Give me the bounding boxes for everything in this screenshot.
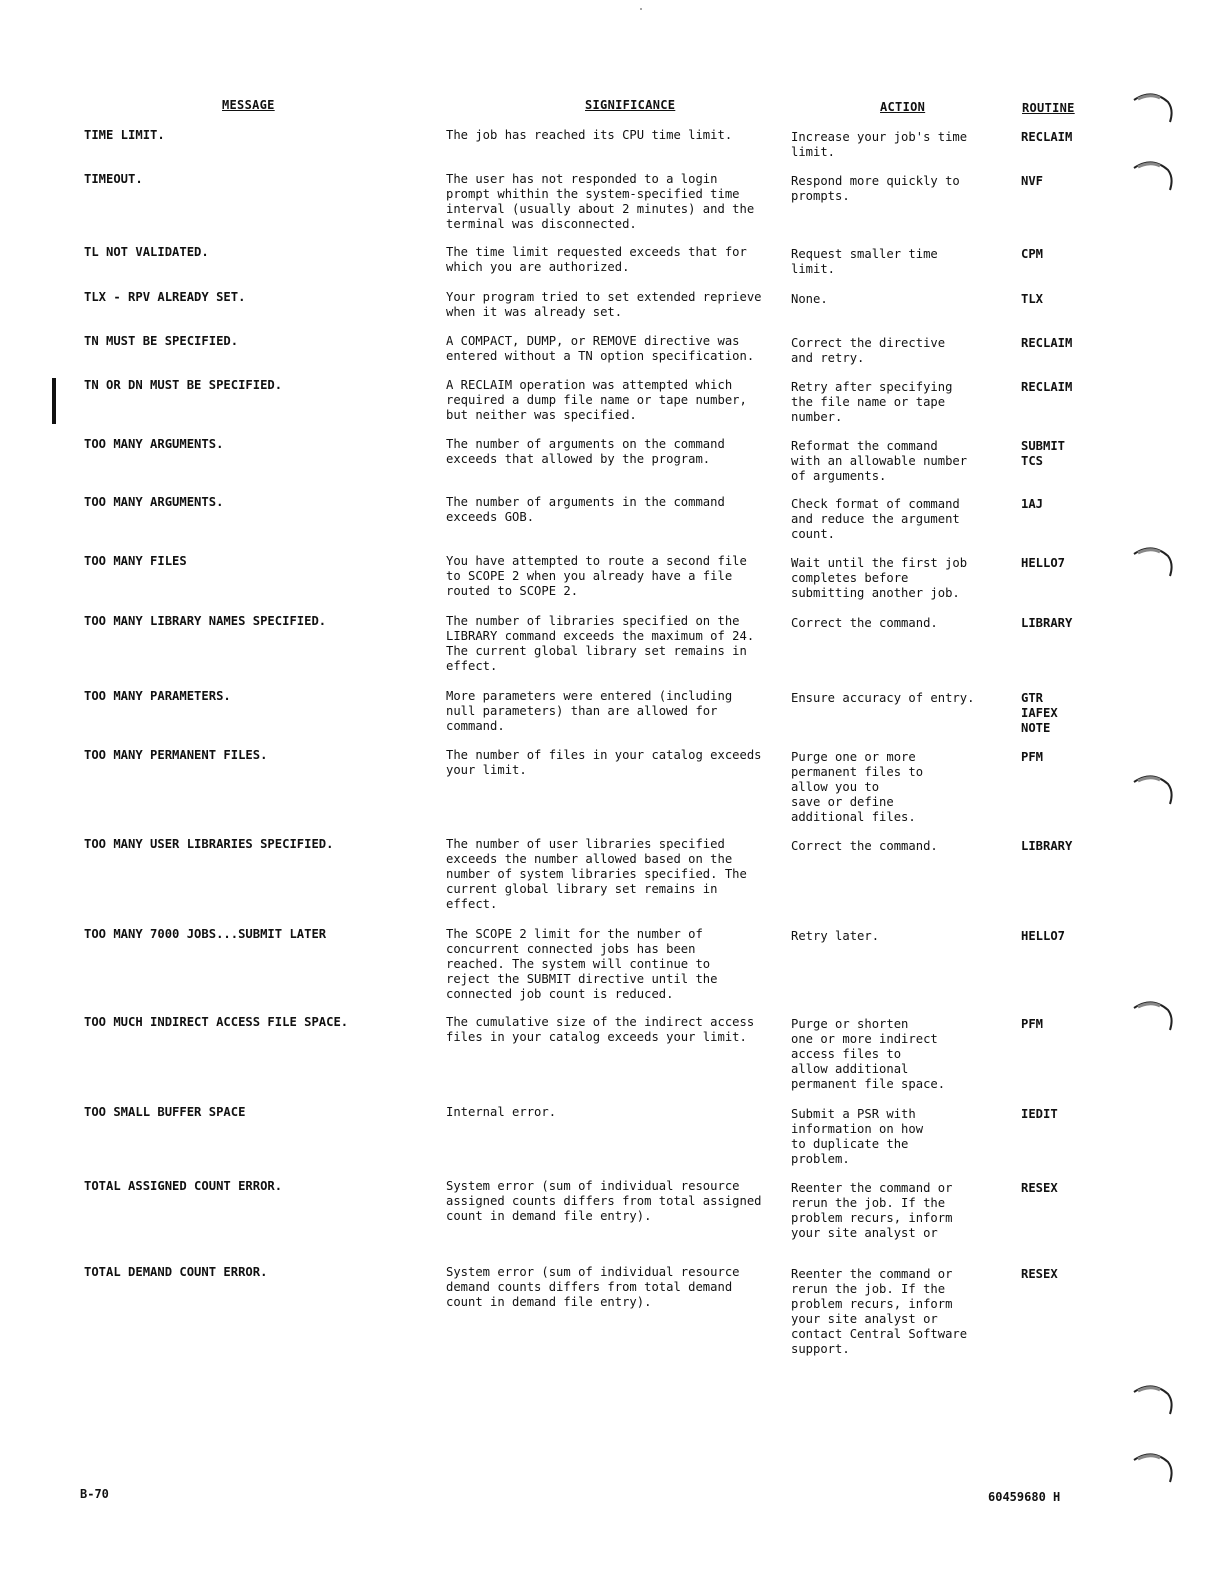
message-cell: TN MUST BE SPECIFIED. [84,334,239,348]
header-significance: SIGNIFICANCE [585,98,676,112]
binder-hole-mark-icon [1130,770,1176,816]
action-cell: Purge or shorten one or more indirect access files to allow additional permanent file space. [791,1017,946,1091]
significance-cell: The cumulative size of the indirect access files in your catalog exceeds your limit. [446,1015,755,1044]
action-cell: Reenter the command or rerun the job. If the problem recurs, inform your site analyst or contact Central Software support. [791,1267,968,1356]
routine-cell: 1AJ [1021,497,1044,511]
significance-cell: The SCOPE 2 limit for the number of concurrent connected jobs has been reached. The system will continue to reject the SUBMIT directive until the connected job count is reduced. [446,927,718,1001]
routine-cell: RESEX [1021,1267,1058,1281]
header-action: ACTION [880,100,926,114]
message-cell: TLX - RPV ALREADY SET. [84,290,246,304]
significance-cell: You have attempted to route a second file to SCOPE 2 when you already have a file routed to SCOPE 2. [446,554,747,598]
action-cell: Check format of command and reduce the argument count. [791,497,960,541]
significance-cell: The user has not responded to a login prompt whithin the system-specified time interval (usually about 2 minutes) and the terminal was disconnected. [446,172,755,231]
message-cell: TOO MANY ARGUMENTS. [84,437,224,451]
document-number: 60459680 H [988,1490,1061,1504]
action-cell: Retry later. [791,929,880,943]
change-bar [52,378,56,424]
routine-cell: PFM [1021,1017,1044,1031]
routine-cell: RECLAIM [1021,130,1073,144]
routine-cell: SUBMIT TCS [1021,439,1066,468]
message-cell: TOO SMALL BUFFER SPACE [84,1105,246,1119]
message-cell: TN OR DN MUST BE SPECIFIED. [84,378,283,392]
significance-cell: A RECLAIM operation was attempted which required a dump file name or tape number, but neither was specified. [446,378,747,422]
message-cell: TOO MUCH INDIRECT ACCESS FILE SPACE. [84,1015,349,1029]
routine-cell: TLX [1021,292,1044,306]
binder-hole-mark-icon [1130,1380,1176,1426]
routine-cell: GTR IAFEX NOTE [1021,691,1058,735]
action-cell: Reformat the command with an allowable number of arguments. [791,439,968,483]
message-cell: TIMEOUT. [84,172,143,186]
routine-cell: HELLO7 [1021,556,1066,570]
action-cell: Correct the command. [791,616,938,630]
significance-cell: The number of user libraries specified exceeds the number allowed based on the number of system libraries specified. The current global library set remains in effect. [446,837,747,911]
message-cell: TOO MANY LIBRARY NAMES SPECIFIED. [84,614,327,628]
significance-cell: The number of arguments in the command exceeds GOB. [446,495,725,524]
action-cell: Correct the directive and retry. [791,336,946,365]
routine-cell: CPM [1021,247,1044,261]
binder-hole-mark-icon [1130,1448,1176,1494]
significance-cell: The job has reached its CPU time limit. [446,128,733,142]
binder-hole-mark-icon [1130,156,1176,202]
action-cell: Increase your job's time limit. [791,130,968,159]
action-cell: Respond more quickly to prompts. [791,174,960,203]
significance-cell: System error (sum of individual resource assigned counts differs from total assigned count in demand file entry). [446,1179,762,1223]
message-cell: TOO MANY FILES [84,554,187,568]
significance-cell: A COMPACT, DUMP, or REMOVE directive was entered without a TN option specification. [446,334,755,363]
routine-cell: LIBRARY [1021,839,1073,853]
scan-speck [640,8,642,10]
binder-hole-mark-icon [1130,88,1176,134]
header-message: MESSAGE [222,98,275,112]
message-cell: TOO MANY PERMANENT FILES. [84,748,268,762]
action-cell: Reenter the command or rerun the job. If the problem recurs, inform your site analyst or [791,1181,953,1240]
routine-cell: RESEX [1021,1181,1058,1195]
message-cell: TL NOT VALIDATED. [84,245,209,259]
significance-cell: Internal error. [446,1105,557,1119]
action-cell: Ensure accuracy of entry. [791,691,975,705]
action-cell: Request smaller time limit. [791,247,938,276]
significance-cell: The number of files in your catalog exceeds your limit. [446,748,762,777]
action-cell: Correct the command. [791,839,938,853]
routine-cell: IEDIT [1021,1107,1058,1121]
binder-hole-mark-icon [1130,542,1176,588]
action-cell: Wait until the first job completes before submitting another job. [791,556,968,600]
significance-cell: The number of libraries specified on the LIBRARY command exceeds the maximum of 24. The current global library set remains in effect. [446,614,755,673]
significance-cell: Your program tried to set extended reprieve when it was already set. [446,290,762,319]
message-cell: TIME LIMIT. [84,128,165,142]
significance-cell: The time limit requested exceeds that for which you are authorized. [446,245,747,274]
routine-cell: PFM [1021,750,1044,764]
action-cell: Retry after specifying the file name or tape number. [791,380,953,424]
action-cell: None. [791,292,828,306]
routine-cell: LIBRARY [1021,616,1073,630]
message-cell: TOTAL ASSIGNED COUNT ERROR. [84,1179,283,1193]
binder-hole-mark-icon [1130,996,1176,1042]
message-cell: TOO MANY PARAMETERS. [84,689,231,703]
message-cell: TOO MANY ARGUMENTS. [84,495,224,509]
action-cell: Submit a PSR with information on how to duplicate the problem. [791,1107,924,1166]
significance-cell: System error (sum of individual resource demand counts differs from total demand count in demand file entry). [446,1265,740,1309]
action-cell: Purge one or more permanent files to allow you to save or define additional files. [791,750,924,824]
page-number: B-70 [80,1487,109,1501]
message-cell: TOO MANY 7000 JOBS...SUBMIT LATER [84,927,327,941]
routine-cell: HELLO7 [1021,929,1066,943]
message-cell: TOO MANY USER LIBRARIES SPECIFIED. [84,837,334,851]
routine-cell: RECLAIM [1021,380,1073,394]
message-cell: TOTAL DEMAND COUNT ERROR. [84,1265,268,1279]
significance-cell: The number of arguments on the command exceeds that allowed by the program. [446,437,725,466]
routine-cell: RECLAIM [1021,336,1073,350]
header-routine: ROUTINE [1022,101,1075,115]
significance-cell: More parameters were entered (including null parameters) than are allowed for command. [446,689,733,733]
routine-cell: NVF [1021,174,1044,188]
